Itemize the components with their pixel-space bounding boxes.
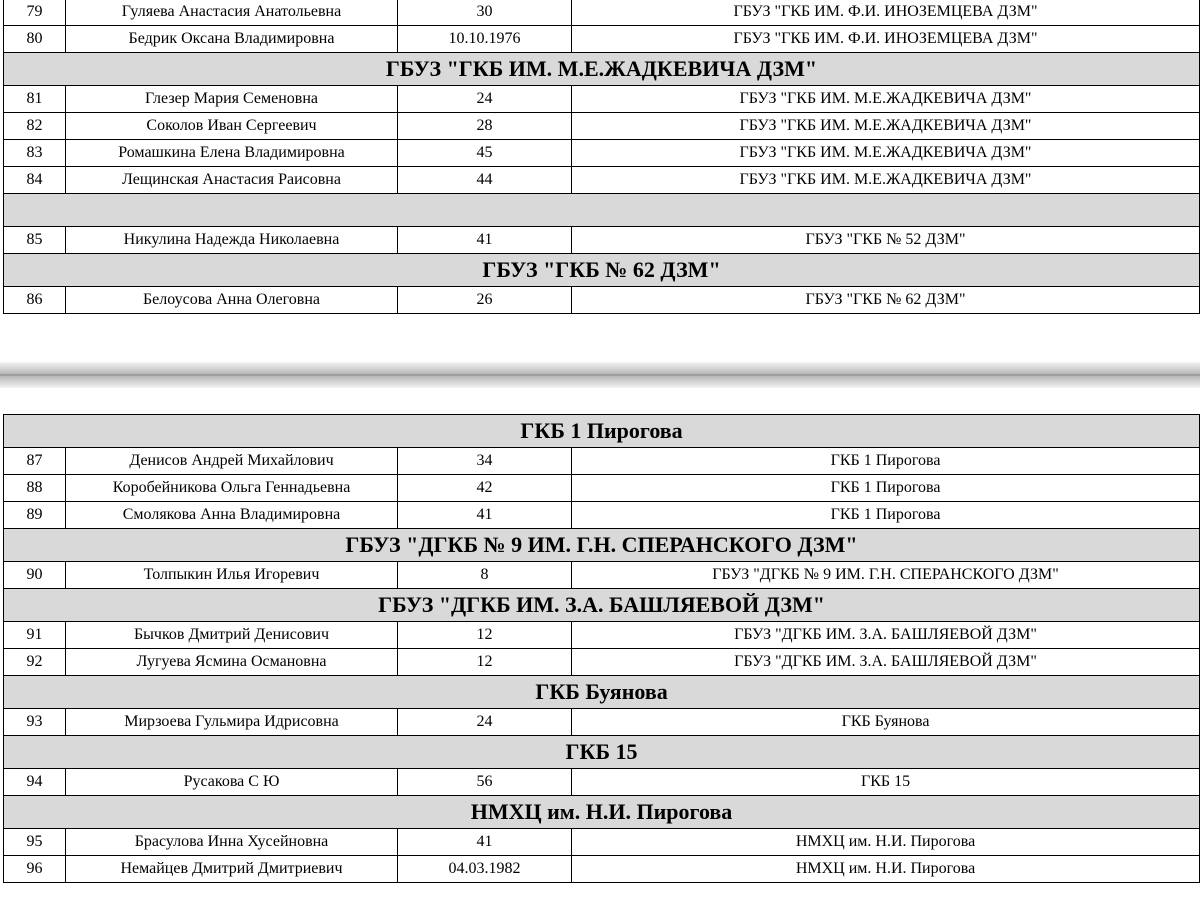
row-number-cell: 94 (4, 769, 66, 796)
table-row (4, 562, 1200, 589)
age-cell: 41 (398, 502, 572, 529)
section-title: ГКБ 1 Пирогова (4, 415, 1200, 448)
section-title (4, 194, 1200, 227)
table-row (4, 475, 1200, 502)
table-row (4, 140, 1200, 167)
full-name-cell: Коробейникова Ольга Геннадьевна (66, 475, 398, 502)
table-row (4, 113, 1200, 140)
row-number-cell: 89 (4, 502, 66, 529)
age-cell: 41 (398, 829, 572, 856)
row-number-cell: 85 (4, 227, 66, 254)
row-number-cell: 86 (4, 287, 66, 314)
full-name-cell: Лещинская Анастасия Раисовна (66, 167, 398, 194)
section-title: ГБУЗ "ГКБ № 62 ДЗМ" (4, 254, 1200, 287)
table-row (4, 649, 1200, 676)
section-header-row (4, 194, 1200, 227)
document-page-2 (0, 388, 1200, 900)
row-number-cell: 93 (4, 709, 66, 736)
section-title: НМХЦ им. Н.И. Пирогова (4, 796, 1200, 829)
document-page-1 (0, 0, 1200, 362)
participants-table-page-2 (3, 414, 1200, 883)
section-title: ГКБ Буянова (4, 676, 1200, 709)
organization-cell: НМХЦ им. Н.И. Пирогова (572, 856, 1200, 883)
full-name-cell: Русакова С Ю (66, 769, 398, 796)
full-name-cell: Соколов Иван Сергеевич (66, 113, 398, 140)
section-title: ГБУЗ "ГКБ ИМ. М.Е.ЖАДКЕВИЧА ДЗМ" (4, 53, 1200, 86)
age-cell: 42 (398, 475, 572, 502)
age-cell: 12 (398, 649, 572, 676)
age-cell: 28 (398, 113, 572, 140)
table-row (4, 829, 1200, 856)
age-cell: 34 (398, 448, 572, 475)
table-row (4, 709, 1200, 736)
full-name-cell: Денисов Андрей Михайлович (66, 448, 398, 475)
organization-cell: ГБУЗ "ГКБ ИМ. М.Е.ЖАДКЕВИЧА ДЗМ" (572, 167, 1200, 194)
age-cell: 45 (398, 140, 572, 167)
organization-cell: ГКБ 15 (572, 769, 1200, 796)
organization-cell: ГБУЗ "ДГКБ № 9 ИМ. Г.Н. СПЕРАНСКОГО ДЗМ" (572, 562, 1200, 589)
age-cell: 24 (398, 709, 572, 736)
section-header-row (4, 736, 1200, 769)
table-row (4, 856, 1200, 883)
age-cell: 41 (398, 227, 572, 254)
organization-cell: ГБУЗ "ГКБ № 52 ДЗМ" (572, 227, 1200, 254)
full-name-cell: Лугуева Ясмина Османовна (66, 649, 398, 676)
age-cell: 10.10.1976 (398, 26, 572, 53)
section-header-row (4, 415, 1200, 448)
full-name-cell: Бедрик Оксана Владимировна (66, 26, 398, 53)
full-name-cell: Глезер Мария Семеновна (66, 86, 398, 113)
organization-cell: ГБУЗ "ГКБ ИМ. Ф.И. ИНОЗЕМЦЕВА ДЗМ" (572, 0, 1200, 26)
age-cell: 44 (398, 167, 572, 194)
section-header-row (4, 53, 1200, 86)
age-cell: 24 (398, 86, 572, 113)
age-cell: 04.03.1982 (398, 856, 572, 883)
organization-cell: ГКБ 1 Пирогова (572, 502, 1200, 529)
row-number-cell: 82 (4, 113, 66, 140)
full-name-cell: Смолякова Анна Владимировна (66, 502, 398, 529)
age-cell: 30 (398, 0, 572, 26)
organization-cell: ГБУЗ "ГКБ ИМ. М.Е.ЖАДКЕВИЧА ДЗМ" (572, 86, 1200, 113)
row-number-cell: 80 (4, 26, 66, 53)
row-number-cell: 95 (4, 829, 66, 856)
organization-cell: ГБУЗ "ДГКБ ИМ. З.А. БАШЛЯЕВОЙ ДЗМ" (572, 649, 1200, 676)
section-header-row (4, 254, 1200, 287)
full-name-cell: Никулина Надежда Николаевна (66, 227, 398, 254)
row-number-cell: 88 (4, 475, 66, 502)
table-row (4, 26, 1200, 53)
section-header-row (4, 676, 1200, 709)
row-number-cell: 96 (4, 856, 66, 883)
full-name-cell: Брасулова Инна Хусейновна (66, 829, 398, 856)
age-cell: 26 (398, 287, 572, 314)
row-number-cell: 79 (4, 0, 66, 26)
row-number-cell: 84 (4, 167, 66, 194)
table-row (4, 622, 1200, 649)
table-row (4, 227, 1200, 254)
section-header-row (4, 589, 1200, 622)
section-title: ГКБ 15 (4, 736, 1200, 769)
table-row (4, 287, 1200, 314)
row-number-cell: 90 (4, 562, 66, 589)
full-name-cell: Ромашкина Елена Владимировна (66, 140, 398, 167)
row-number-cell: 81 (4, 86, 66, 113)
table-row (4, 502, 1200, 529)
row-number-cell: 91 (4, 622, 66, 649)
full-name-cell: Бычков Дмитрий Денисович (66, 622, 398, 649)
full-name-cell: Белоусова Анна Олеговна (66, 287, 398, 314)
row-number-cell: 92 (4, 649, 66, 676)
full-name-cell: Гуляева Анастасия Анатольевна (66, 0, 398, 26)
participants-table-page-1 (3, 0, 1200, 314)
age-cell: 56 (398, 769, 572, 796)
section-header-row (4, 796, 1200, 829)
row-number-cell: 87 (4, 448, 66, 475)
full-name-cell: Толпыкин Илья Игоревич (66, 562, 398, 589)
page-separator (0, 362, 1200, 388)
organization-cell: ГКБ Буянова (572, 709, 1200, 736)
table-row (4, 0, 1200, 26)
organization-cell: ГКБ 1 Пирогова (572, 475, 1200, 502)
section-title: ГБУЗ "ДГКБ ИМ. З.А. БАШЛЯЕВОЙ ДЗМ" (4, 589, 1200, 622)
row-number-cell: 83 (4, 140, 66, 167)
section-title: ГБУЗ "ДГКБ № 9 ИМ. Г.Н. СПЕРАНСКОГО ДЗМ" (4, 529, 1200, 562)
full-name-cell: Немайцев Дмитрий Дмитриевич (66, 856, 398, 883)
age-cell: 12 (398, 622, 572, 649)
table-row (4, 86, 1200, 113)
age-cell: 8 (398, 562, 572, 589)
table-row (4, 448, 1200, 475)
organization-cell: ГКБ 1 Пирогова (572, 448, 1200, 475)
organization-cell: ГБУЗ "ГКБ ИМ. М.Е.ЖАДКЕВИЧА ДЗМ" (572, 140, 1200, 167)
organization-cell: ГБУЗ "ГКБ № 62 ДЗМ" (572, 287, 1200, 314)
organization-cell: НМХЦ им. Н.И. Пирогова (572, 829, 1200, 856)
organization-cell: ГБУЗ "ГКБ ИМ. М.Е.ЖАДКЕВИЧА ДЗМ" (572, 113, 1200, 140)
full-name-cell: Мирзоева Гульмира Идрисовна (66, 709, 398, 736)
table-row (4, 167, 1200, 194)
organization-cell: ГБУЗ "ДГКБ ИМ. З.А. БАШЛЯЕВОЙ ДЗМ" (572, 622, 1200, 649)
section-header-row (4, 529, 1200, 562)
organization-cell: ГБУЗ "ГКБ ИМ. Ф.И. ИНОЗЕМЦЕВА ДЗМ" (572, 26, 1200, 53)
table-row (4, 769, 1200, 796)
